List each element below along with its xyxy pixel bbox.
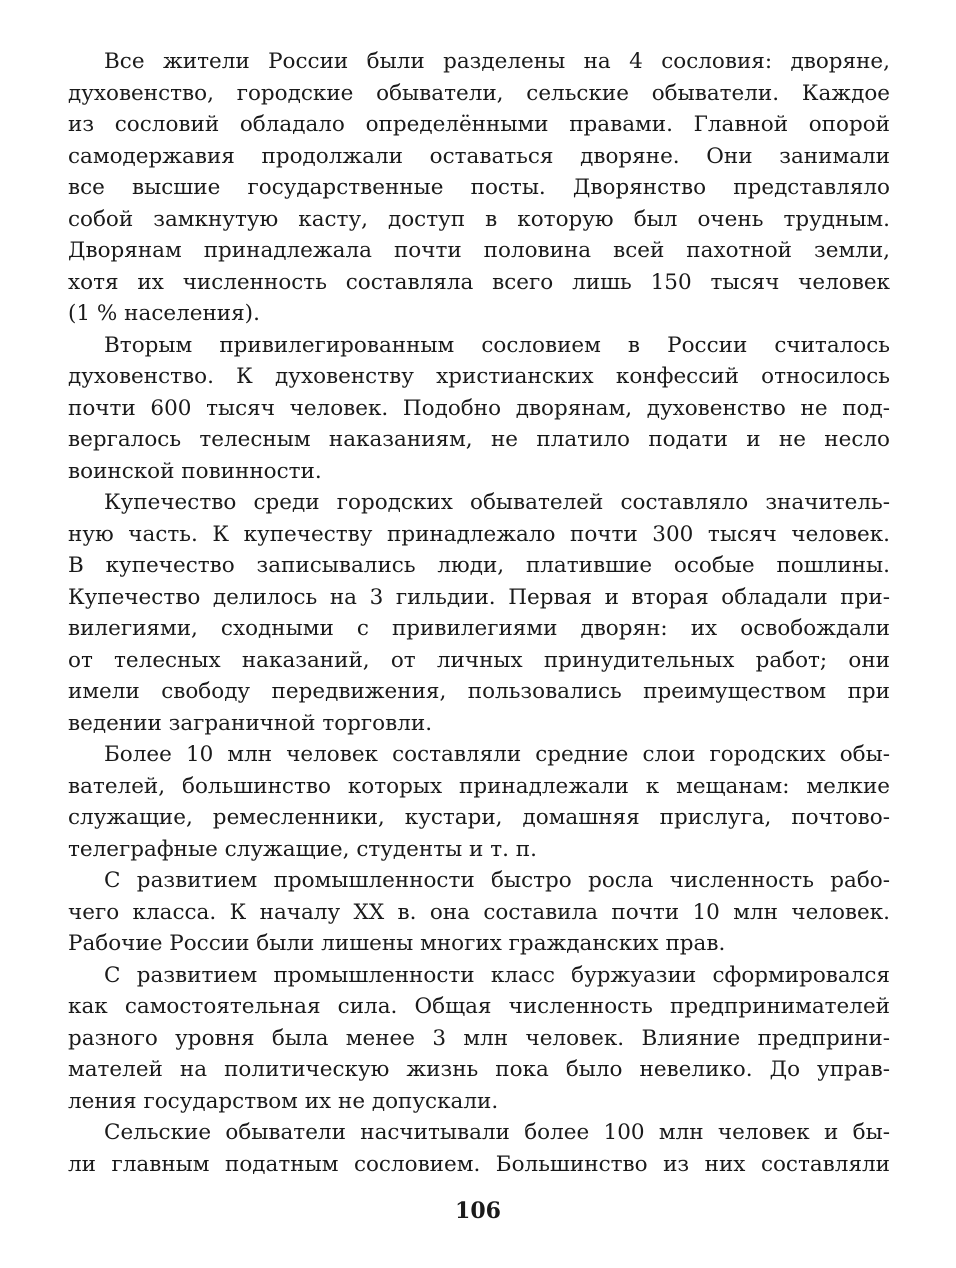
text-line: ную часть. К купечеству принадлежало почти 300 тысяч человек. [68, 521, 890, 547]
text-line: вилегиями, сходными с привилегиями дворян: их освобождали [68, 616, 890, 641]
paragraph [68, 487, 890, 739]
text-line: ли главным податным сословием. Большинство из них составляли [68, 1151, 890, 1177]
text-line: Сельские обыватели насчитывали более 100 млн человек и бы- [104, 1120, 890, 1145]
paragraph [68, 960, 890, 1118]
text-line: С развитием промышленности класс буржуазии сформировался [104, 962, 890, 988]
paragraph [68, 865, 890, 960]
text-line: В купечество записывались люди, платившие особые пошлины. [68, 553, 890, 578]
paragraph [68, 1117, 890, 1180]
text-line: ления государством их не допускали. [68, 1088, 499, 1114]
text-line: как самостоятельная сила. Общая численность предпринимателей [68, 994, 890, 1019]
text-line: С развитием промышленности быстро росла численность рабо- [104, 868, 890, 893]
text-line: вергалось телесным наказаниям, не платило подати и не несло [68, 427, 890, 452]
text-line: все высшие государственные посты. Дворянство представляло [68, 175, 890, 200]
text-line: мателей на политическую жизнь пока было невелико. До управ- [68, 1057, 890, 1082]
text-line: телеграфные служащие, студенты и т. п. [68, 836, 537, 862]
text-line: разного уровня была менее 3 млн человек. Влияние предприни- [68, 1025, 890, 1051]
text-line: духовенство. К духовенству христианских конфессий относилось [68, 364, 890, 389]
paragraph [68, 46, 890, 330]
paragraph [68, 739, 890, 865]
text-line: (1 % населения). [68, 301, 260, 326]
text-line: самодержавия продолжали оставаться дворяне. Они занимали [68, 143, 890, 169]
body-text [68, 46, 890, 1180]
text-line: чего класса. К началу XX в. она составила почти 10 млн человек. [68, 899, 890, 925]
text-line: Рабочие России были лишены многих гражданских прав. [68, 931, 726, 956]
text-line: собой замкнутую касту, доступ в которую был очень трудным. [68, 206, 890, 232]
text-line: Все жители России были разделены на 4 сословия: дворяне, [104, 49, 890, 74]
page-number: 106 [455, 1198, 501, 1224]
text-line: воинской повинности. [68, 458, 322, 484]
text-line: Дворянам принадлежала почти половина всей пахотной земли, [68, 238, 890, 263]
text-line: Купечество делилось на 3 гильдии. Первая и вторая обладали при- [68, 584, 890, 610]
text-line: вателей, большинство которых принадлежали к мещанам: мелкие [68, 773, 890, 799]
text-line: хотя их численность составляла всего лишь 150 тысяч человек [68, 269, 890, 295]
text-line: ведении заграничной торговли. [68, 710, 433, 736]
text-line: Вторым привилегированным сословием в России считалось [104, 332, 890, 358]
paragraph [68, 330, 890, 488]
text-line: имели свободу передвижения, пользовались преимуществом при [68, 679, 890, 704]
text-line: от телесных наказаний, от личных принудительных работ; они [68, 647, 890, 673]
text-line: из сословий обладало определёнными правами. Главной опорой [68, 112, 890, 137]
text-line: почти 600 тысяч человек. Подобно дворянам, духовенство не под- [68, 395, 890, 421]
text-line: Купечество среди городских обывателей составляло значитель- [104, 490, 890, 515]
text-line: духовенство, городские обыватели, сельские обыватели. Каждое [68, 80, 890, 106]
text-line: служащие, ремесленники, кустари, домашняя прислуга, почтово- [68, 805, 890, 830]
text-line: Более 10 млн человек составляли средние слои городских обы- [104, 742, 890, 767]
